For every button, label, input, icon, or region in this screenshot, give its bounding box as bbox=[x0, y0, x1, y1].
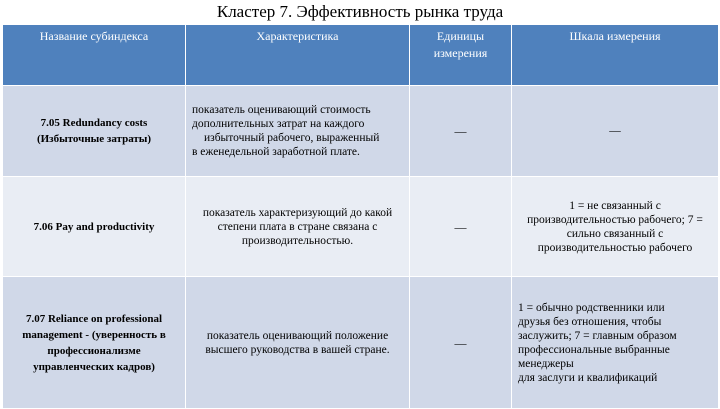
slide-title: Кластер 7. Эффективность рынка труда bbox=[216, 2, 504, 21]
characteristic-line: дополнительных затрат на каждого bbox=[192, 118, 365, 130]
table-row bbox=[3, 177, 719, 277]
scale-line: заслужить; 7 = главным образом bbox=[518, 329, 677, 342]
subindex-table-container bbox=[2, 24, 718, 404]
subindex-units: — bbox=[410, 177, 512, 277]
subindex-units: — bbox=[410, 277, 512, 409]
subindex-name: 7.06 Pay and productivity bbox=[3, 177, 186, 277]
header-scale: Шкала измерения bbox=[512, 25, 719, 86]
subindex-scale: 1 = не связанный с производительностью рабочего; 7 = сильно связанный с производительностью рабочего bbox=[512, 177, 719, 277]
subindex-scale bbox=[512, 277, 719, 409]
subindex-table bbox=[2, 24, 719, 409]
header-characteristic: Характеристика bbox=[186, 25, 410, 86]
subindex-units: — bbox=[410, 86, 512, 177]
subindex-scale: — bbox=[512, 86, 719, 177]
table-row bbox=[3, 277, 719, 409]
subindex-name-line: (Избыточные затраты) bbox=[36, 133, 152, 145]
characteristic-line: показатель оценивающий стоимость bbox=[192, 104, 371, 116]
subindex-name bbox=[3, 86, 186, 177]
scale-line: 1 = обычно родственники или bbox=[518, 301, 665, 314]
scale-line: профессиональные выбранные bbox=[518, 343, 670, 356]
scale-line: друзья без отношения, чтобы bbox=[518, 315, 662, 328]
scale-line: для заслуги и квалификаций bbox=[518, 371, 658, 384]
subindex-characteristic: показатель оценивающий положение высшего руководства в вашей стране. bbox=[186, 277, 410, 409]
header-units: Единицы измерения bbox=[410, 25, 512, 86]
header-name: Название субиндекса bbox=[3, 25, 186, 86]
table-header-row bbox=[3, 25, 719, 86]
subindex-characteristic bbox=[186, 86, 410, 177]
characteristic-line: избыточный рабочего, выраженный bbox=[204, 132, 380, 144]
scale-line: менеджеры bbox=[518, 357, 574, 370]
characteristic-line: в еженедельной заработной плате. bbox=[192, 146, 360, 158]
subindex-characteristic: показатель характеризующий до какой степени плата в стране связана с производительностью. bbox=[186, 177, 410, 277]
subindex-name-line: 7.05 Redundancy costs bbox=[40, 117, 148, 129]
table-row bbox=[3, 86, 719, 177]
subindex-name: 7.07 Reliance on professional management - (уверенность в профессионализме управленческих кадров) bbox=[3, 277, 186, 409]
